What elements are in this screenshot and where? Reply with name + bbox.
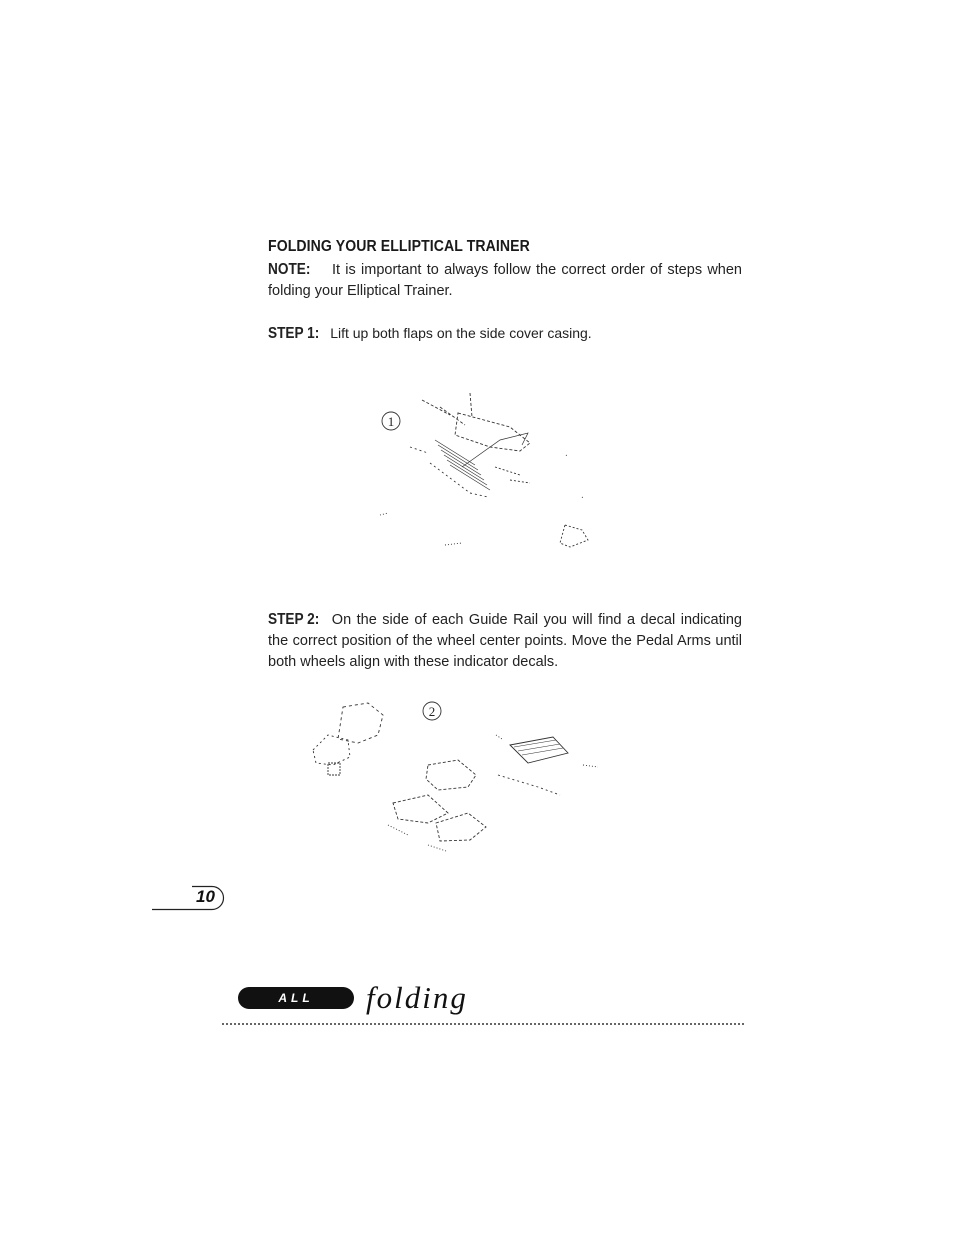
step-2-paragraph bbox=[268, 609, 742, 673]
note-text: It is important to always follow the correct order of steps when folding your Elliptical Trainer. bbox=[268, 262, 742, 299]
step-1-callout: 1 bbox=[387, 414, 395, 429]
note-paragraph bbox=[268, 259, 742, 302]
step-2-label: STEP 2: bbox=[268, 611, 320, 628]
chapter-title: folding bbox=[366, 980, 468, 1015]
step-2-callout: 2 bbox=[428, 704, 436, 719]
step-2-text: On the side of each Guide Rail you will find a decal indicating the correct position of the wheel center points. Move the Pedal Arms until both wheels align with these indicator decals. bbox=[268, 612, 742, 670]
step-1-paragraph bbox=[268, 323, 742, 344]
all-models-badge: ALL MODELS bbox=[238, 987, 354, 1009]
note-label: NOTE: bbox=[268, 261, 311, 278]
step-1-illustration bbox=[370, 385, 600, 555]
page-number: 10 bbox=[196, 887, 215, 906]
step-1-label: STEP 1: bbox=[268, 325, 320, 342]
footer-divider bbox=[222, 1023, 744, 1025]
step-1-text: Lift up both flaps on the side cover casing. bbox=[330, 325, 592, 341]
step-2-illustration bbox=[298, 695, 603, 860]
section-title: FOLDING YOUR ELLIPTICAL TRAINER bbox=[268, 238, 530, 255]
page-number-tab bbox=[152, 885, 226, 911]
